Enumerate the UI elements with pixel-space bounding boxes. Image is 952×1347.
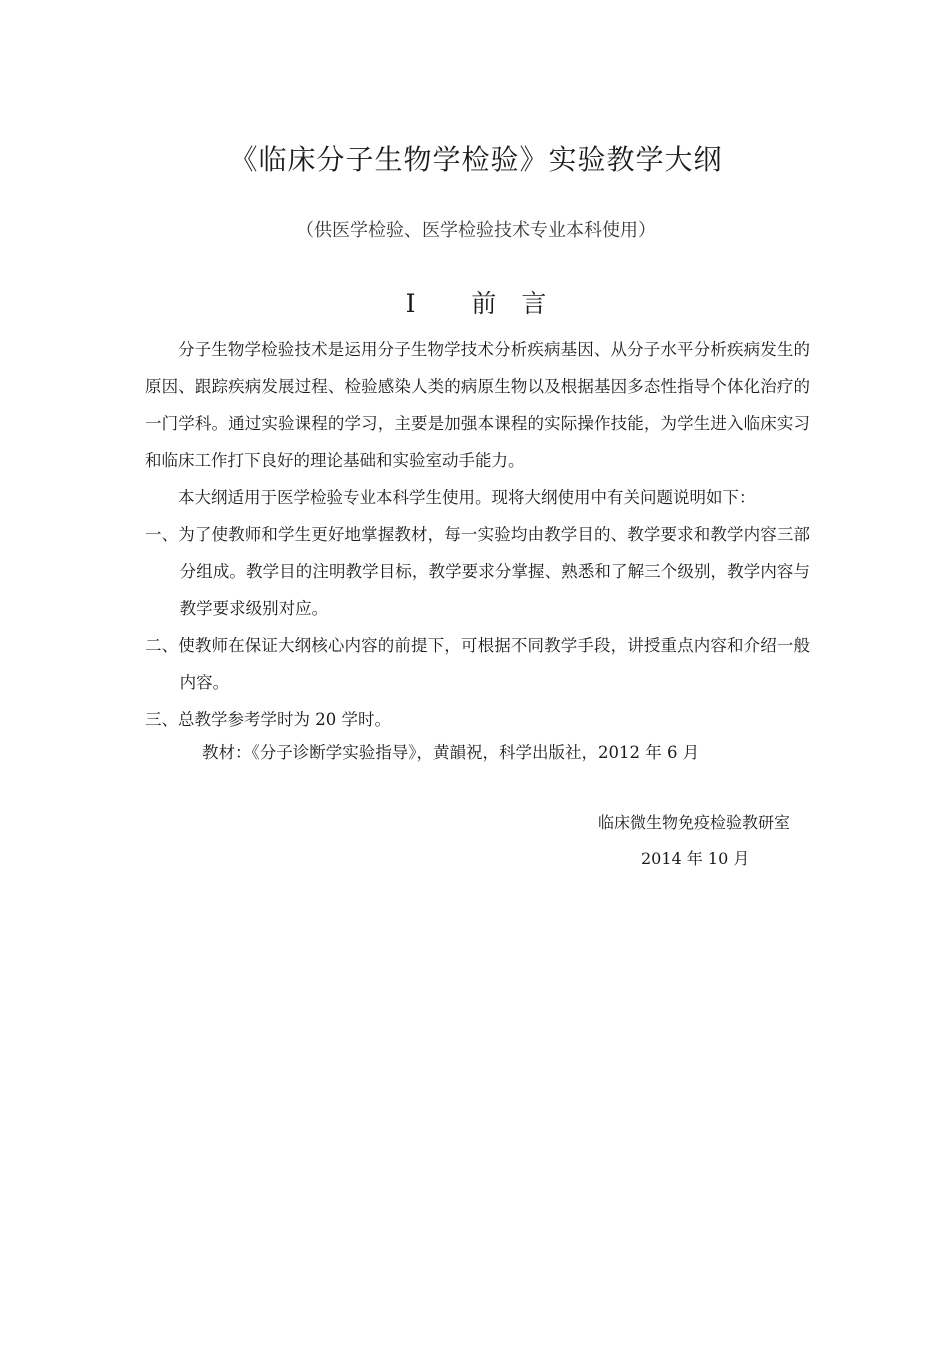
signature-department: 临床微生物免疫检验教研室 xyxy=(598,813,791,832)
textbook-reference: 教材：《分子诊断学实验指导》，黄韻祝，科学出版社，2012 年 6 月 xyxy=(202,743,700,762)
paragraph-usage: 本大纲适用于医学检验专业本科学生使用。现将大纲使用中有关问题说明如下： xyxy=(178,488,756,507)
list-item-3: 三、总教学参考学时为 20 学时。 xyxy=(145,710,391,729)
list-item-2: 二、使教师在保证大纲核心内容的前提下，可根据不同教学手段，讲授重点内容和介绍一般内容。 xyxy=(145,636,810,692)
list-item-1: 一、为了使教师和学生更好地掌握教材，每一实验均由教学目的、教学要求和教学内容三部分组成。教学目的注明教学目标，教学要求分掌握、熟悉和了解三个级别，教学内容与教学要求级别对应。 xyxy=(145,525,810,618)
section-label: 前 言 xyxy=(471,289,547,318)
body-text xyxy=(145,331,810,738)
section-heading xyxy=(0,286,952,322)
signature-date: 2014 年 10 月 xyxy=(641,849,750,868)
document-title: 《临床分子生物学检验》实验教学大纲 xyxy=(229,143,723,176)
document-subtitle: （供医学检验、医学检验技术专业本科使用） xyxy=(296,220,656,241)
paragraph-intro: 分子生物学检验技术是运用分子生物学技术分析疾病基因、从分子水平分析疾病发生的原因、跟踪疾病发展过程、检验感染人类的病原生物以及根据基因多态性指导个体化治疗的一门学科。通过实验课程的学习，主要是加强本课程的实际操作技能，为学生进入临床实习和临床工作打下良好的理论基础和实验室动手能力。 xyxy=(145,340,810,470)
section-numeral: I xyxy=(405,289,416,318)
